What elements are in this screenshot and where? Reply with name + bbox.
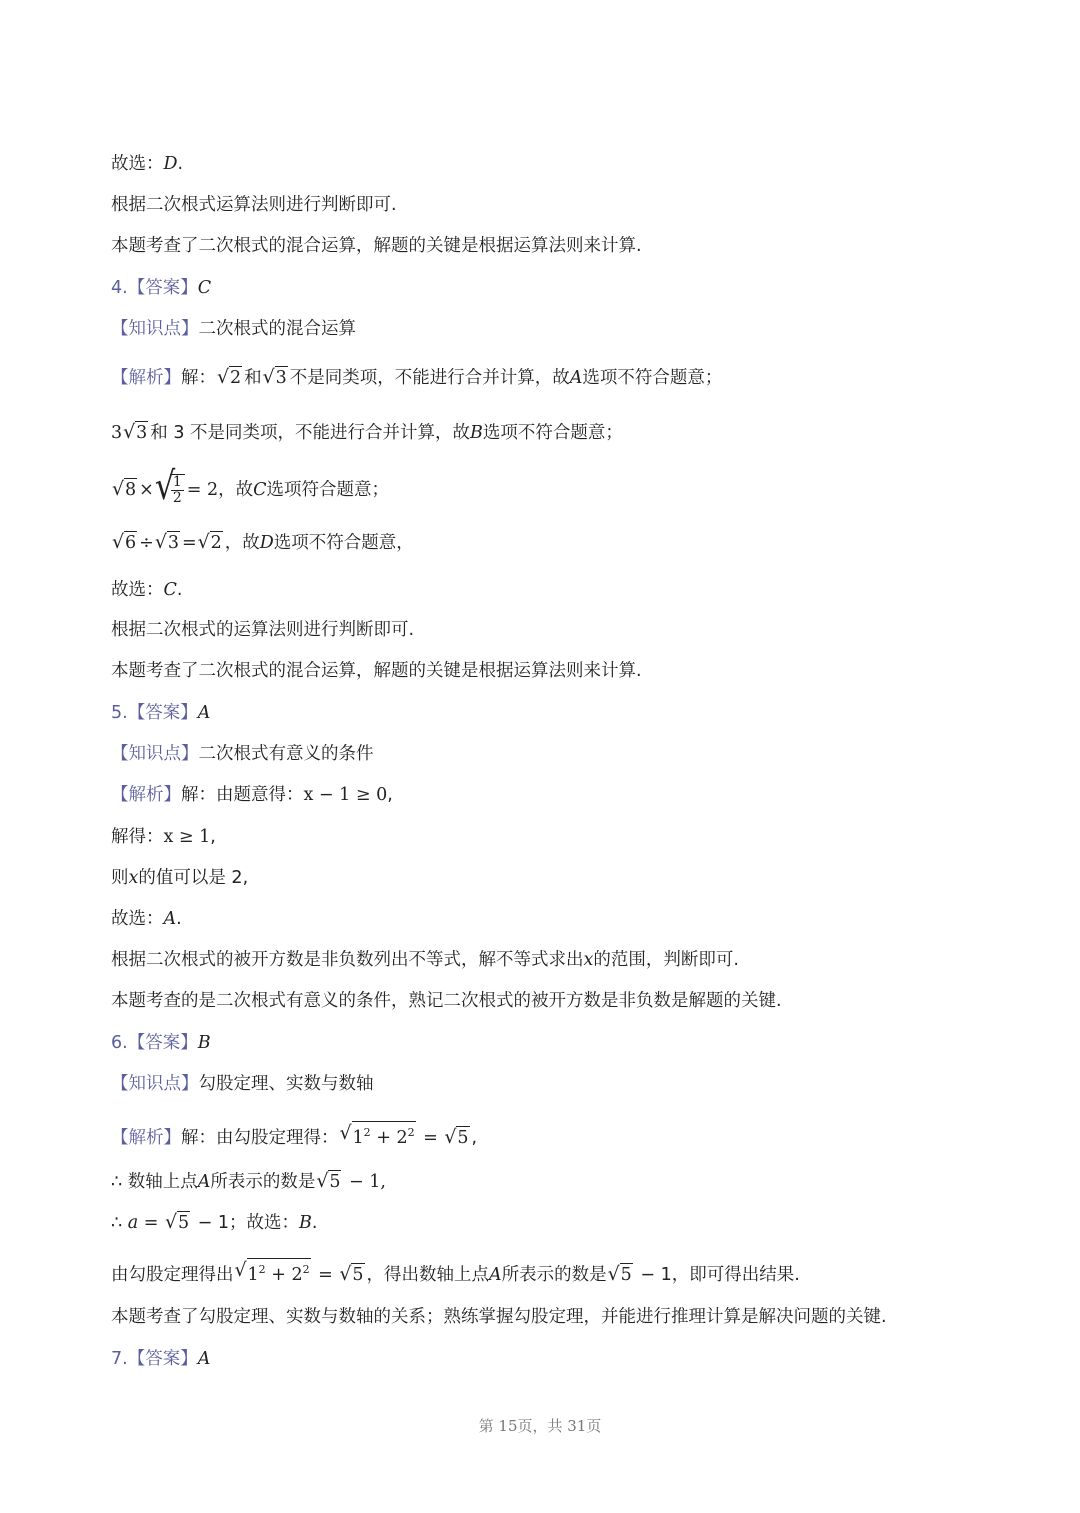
q4-analysis-line-2: 3√ 3 和 3 不是同类项，不能进行合并计算，故B选项不符合题意； (111, 420, 623, 446)
sqrt-3: √ 3 (264, 365, 288, 391)
sqrt-6: √ 6 (113, 530, 137, 556)
q3-comment: 本题考查了二次根式的混合运算，解题的关键是根据运算法则来计算. (111, 236, 642, 256)
sqrt-5: √ 5 (445, 1125, 469, 1151)
q4-answer: 4.【答案】C (111, 278, 212, 298)
sqrt-3: √ 3 (156, 530, 180, 556)
q6-analysis-line-2: ∴ 数轴上点A所表示的数是√ 5 − 1, (111, 1169, 386, 1195)
q6-answer: 6.【答案】B (111, 1033, 211, 1053)
q4-analysis-line-1: 【解析】解：√ 2 和√ 3 不是同类项，不能进行合并计算，故A选项不符合题意； (111, 365, 722, 391)
sqrt-3: √ 3 (124, 420, 148, 446)
q4-choice: 故选：C. (111, 580, 183, 600)
q6-knowledge-point: 【知识点】勾股定理、实数与数轴 (111, 1074, 374, 1094)
q7-answer: 7.【答案】A (111, 1349, 211, 1369)
q4-method: 根据二次根式的运算法则进行判断即可. (111, 620, 415, 640)
q6-analysis-line-1: 【解析】解：由勾股定理得：√ $1^2 + 2^2$ = √ 5 , (111, 1121, 477, 1151)
sqrt-2: √ 2 (218, 365, 242, 391)
q4-comment: 本题考查了二次根式的混合运算，解题的关键是根据运算法则来计算. (111, 661, 642, 681)
sqrt-5: √ 5 (340, 1262, 364, 1288)
page-footer: 第 15页，共 31页 (478, 1417, 602, 1435)
sqrt-5: √ 5 (317, 1169, 341, 1195)
q5-comment: 本题考查的是二次根式有意义的条件，熟记二次根式的被开方数是非负数是解题的关键. (111, 991, 782, 1011)
q6-analysis-line-3: ∴ a = √ 5 − 1；故选：B. (111, 1210, 317, 1236)
q5-choice: 故选：A. (111, 909, 182, 929)
q5-analysis-line-2: 解得：x ≥ 1, (111, 827, 216, 847)
q6-comment: 本题考查了勾股定理、实数与数轴的关系；熟练掌握勾股定理，并能进行推理计算是解决问题的关键. (111, 1307, 887, 1327)
q5-knowledge-point: 【知识点】二次根式有意义的条件 (111, 744, 374, 764)
q3-choice: 故选：D. (111, 154, 184, 174)
q5-analysis-line-1: 【解析】解：由题意得：x − 1 ≥ 0, (111, 785, 393, 805)
sqrt-pythagoras: √ $1^2 + 2^2$ (341, 1121, 416, 1151)
sqrt-2: √ 2 (199, 530, 223, 556)
q5-answer: 5.【答案】A (111, 703, 211, 723)
q6-method: 由勾股定理得出√ $1^2 + 2^2$ = √ 5 ，得出数轴上点A所表示的数是√ 5 − 1，即可得出结果. (111, 1258, 800, 1288)
q5-method: 根据二次根式的被开方数是非负数列出不等式，解不等式求出x的范围，判断即可. (111, 950, 739, 970)
sqrt-8: √ 8 (113, 477, 137, 503)
q4-knowledge-point: 【知识点】二次根式的混合运算 (111, 319, 356, 339)
sqrt-pythagoras: √ $1^2 + 2^2$ (236, 1258, 311, 1288)
q3-method: 根据二次根式运算法则进行判断即可. (111, 195, 397, 215)
q4-analysis-line-3: √ 8 × √ $\frac{1}{2}$ = 2，故C选项符合题意； (111, 474, 389, 506)
sqrt-half: √ $\frac{1}{2}$ (156, 474, 185, 506)
sqrt-5: √ 5 (166, 1210, 190, 1236)
q4-analysis-line-4: √ 6 ÷√ 3 =√ 2 ，故D选项不符合题意， (111, 530, 414, 556)
q5-analysis-line-3: 则x的值可以是 2, (111, 868, 249, 888)
sqrt-5: √ 5 (609, 1262, 633, 1288)
